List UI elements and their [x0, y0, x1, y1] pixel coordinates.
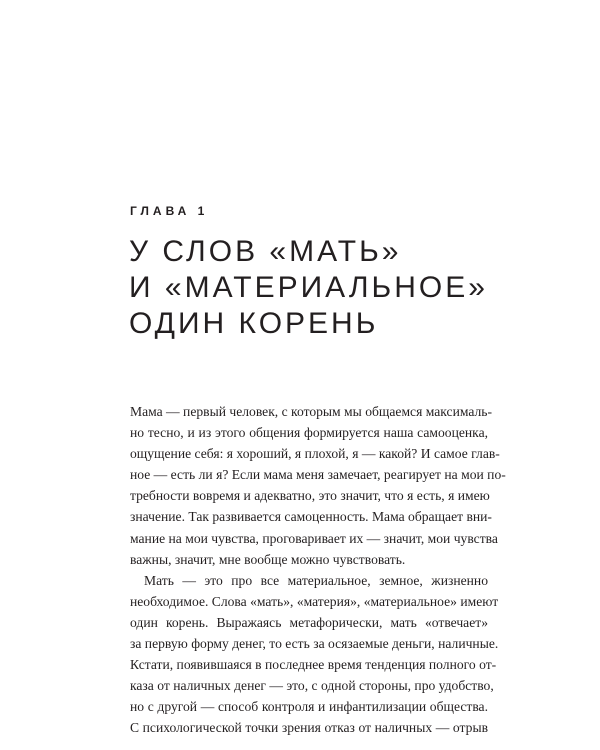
text-line: каза от наличных денег — это, с одной стороны, про удобство, [130, 678, 494, 694]
paragraph [130, 401, 506, 570]
title-line: ОДИН КОРЕНЬ [129, 307, 379, 340]
text-line: но с другой — способ контроля и инфантилизации общества. [130, 699, 488, 715]
body-text [130, 401, 506, 739]
text-line: ное — есть ли я? Если мама меня замечает, реагирует на мои по- [130, 467, 506, 483]
text-line: С психологической точки зрения отказ от наличных — отрыв [130, 720, 488, 736]
text-line: Мама — первый человек, с которым мы общаемся максималь- [130, 404, 493, 419]
paragraph [130, 570, 499, 739]
chapter-label: ГЛАВА 1 [130, 204, 209, 218]
text-line: необходимое. Слова «мать», «материя», «материальное» имеют [130, 593, 499, 609]
title-line: И «МАТЕРИАЛЬНОЕ» [129, 271, 488, 304]
text-line: один корень. Выражаясь метафорически, мать «отвечает» [130, 614, 488, 630]
text-line: требности вовремя и адекватно, это значит, что я есть, я имею [130, 488, 490, 504]
text-line: Кстати, появившаяся в последнее время тенденция полного от- [130, 657, 497, 673]
text-line: значение. Так развивается самоценность. Мама обращает вни- [130, 509, 492, 525]
text-line: важны, значит, мне вообще можно чувствовать. [130, 551, 406, 567]
text-line: за первую форму денег, то есть за осязаемые деньги, наличные. [130, 636, 499, 652]
text-line: Мать — это про все материальное, земное, жизненно [144, 572, 488, 588]
text-line: мание на мои чувства, проговаривает их — значит, мои чувства [130, 530, 498, 546]
text-line: ощущение себя: я хороший, я плохой, я — какой? И самое глав- [130, 446, 500, 462]
text-line: но тесно, и из этого общения формируется наша самооценка, [130, 425, 488, 441]
chapter-title [129, 234, 488, 342]
title-line: У СЛОВ «МАТЬ» [129, 235, 402, 268]
